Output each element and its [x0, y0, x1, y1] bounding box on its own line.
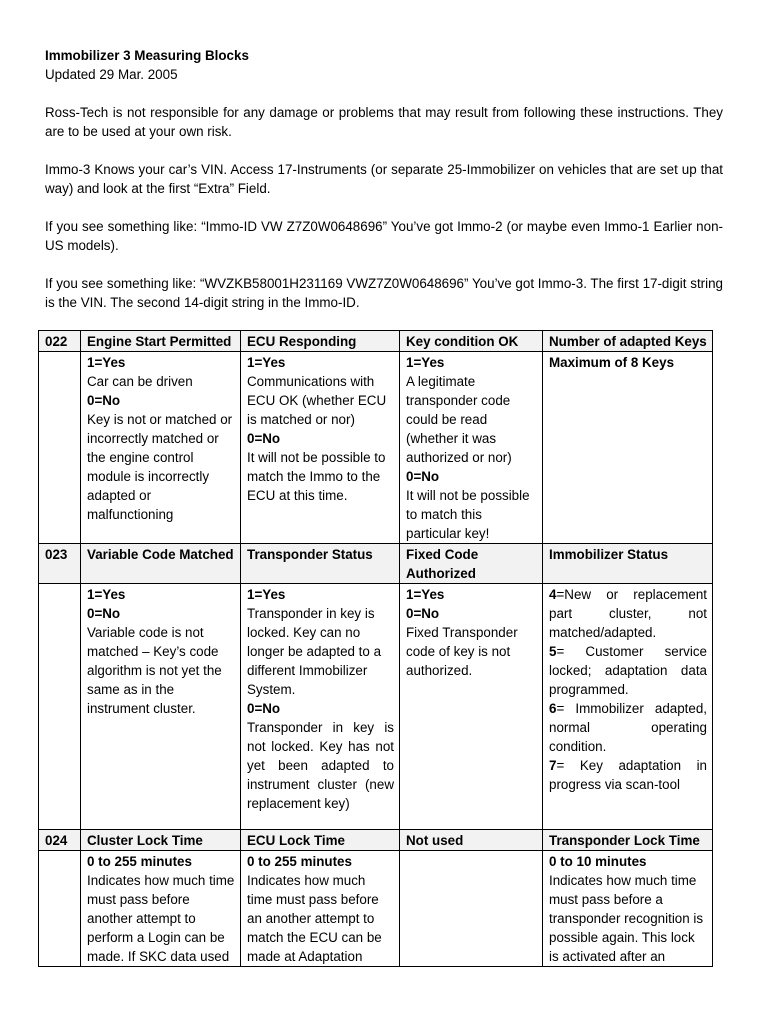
empty-cell: [39, 851, 81, 967]
value-no: 0=No: [406, 469, 440, 484]
field-description: [543, 352, 713, 544]
field-description: [81, 584, 241, 830]
doc-title: Immobilizer 3 Measuring Blocks: [45, 48, 249, 63]
value-range: Maximum of 8 Keys: [549, 355, 675, 370]
status-text: = Immobilizer adapted, normal operating condition.: [549, 701, 707, 754]
empty-cell: [400, 851, 543, 967]
column-header: Variable Code Matched: [81, 544, 241, 584]
value-text: Indicates how much time must pass before a transponder recognition is possible again. This lock is activated after an: [549, 873, 704, 964]
status-code: 6: [549, 701, 557, 716]
immo2-example-paragraph: If you see something like: “Immo-ID VW Z7Z0W0648696” You’ve got Immo-2 (or maybe even Immo-1 Earlier non-US models).: [45, 219, 723, 253]
status-entry: [549, 756, 707, 794]
field-description: [543, 851, 713, 967]
status-text: = Customer service locked; adaptation data programmed.: [549, 644, 707, 697]
field-description: [400, 584, 543, 830]
value-no: 0=No: [87, 393, 121, 408]
value-range: 0 to 255 minutes: [87, 854, 192, 869]
immo3-vin-paragraph: Immo-3 Knows your car’s VIN. Access 17-Instruments (or separate 25-Immobilizer on vehicles that are set up that way) and look at the first “Extra” Field.: [45, 162, 723, 196]
status-text: =New or replacement part cluster, not matched/adapted.: [549, 587, 707, 640]
measuring-blocks-table: [38, 330, 713, 967]
disclaimer-paragraph: Ross-Tech is not responsible for any damage or problems that may result from following these instructions. They are to be used at your own risk.: [45, 105, 723, 139]
column-header: ECU Lock Time: [241, 830, 400, 851]
value-text: Transponder in key is locked. Key can no longer be adapted to a different Immobilizer System.: [247, 606, 382, 697]
group-023-header-row: [39, 544, 713, 584]
value-range: 0 to 255 minutes: [247, 854, 352, 869]
value-text: Fixed Transponder code of key is not authorized.: [406, 625, 518, 678]
value-yes: 1=Yes: [406, 355, 445, 370]
value-text: Car can be driven: [87, 374, 193, 389]
status-entry: [549, 699, 707, 756]
status-code: 4: [549, 587, 557, 602]
value-yes: 1=Yes: [247, 355, 286, 370]
status-code: 7: [549, 758, 557, 773]
value-text: It will not be possible to match the Immo to the ECU at this time.: [247, 450, 386, 503]
value-range: 0 to 10 minutes: [549, 854, 647, 869]
field-description: [81, 352, 241, 544]
value-no: 0=No: [87, 606, 121, 621]
value-yes: 1=Yes: [406, 587, 445, 602]
status-entry: [549, 642, 707, 699]
value-yes: 1=Yes: [247, 587, 286, 602]
value-text: A legitimate transponder code could be read (whether it was authorized or nor): [406, 374, 512, 465]
group-024-body-row: [39, 851, 713, 967]
column-header: Transponder Lock Time: [543, 830, 713, 851]
value-yes: 1=Yes: [87, 587, 126, 602]
status-entry: [549, 585, 707, 642]
group-024-header-row: [39, 830, 713, 851]
status-text: = Key adaptation in progress via scan-tool: [549, 758, 707, 792]
column-header: Transponder Status: [241, 544, 400, 584]
empty-cell: [39, 584, 81, 830]
doc-updated-date: Updated 29 Mar. 2005: [45, 67, 178, 82]
column-header: Immobilizer Status: [543, 544, 713, 584]
group-023-body-row: [39, 584, 713, 830]
column-header: ECU Responding: [241, 331, 400, 352]
value-yes: 1=Yes: [87, 355, 126, 370]
value-no: 0=No: [247, 701, 281, 716]
column-header: Number of adapted Keys: [543, 331, 713, 352]
value-text: Indicates how much time must pass before an another attempt to match the ECU can be made at Adaptation: [247, 873, 382, 964]
document-body: [45, 46, 723, 312]
group-022-header-row: [39, 331, 713, 352]
column-header: Not used: [400, 830, 543, 851]
field-description: [400, 352, 543, 544]
status-code: 5: [549, 644, 557, 659]
field-description: [241, 851, 400, 967]
group-022-body-row: [39, 352, 713, 544]
value-text: Key is not or matched or incorrectly matched or the engine control module is incorrectly adapted or malfunctioning: [87, 412, 233, 522]
value-no: 0=No: [247, 431, 281, 446]
column-header: Fixed Code Authorized: [400, 544, 543, 584]
measuring-blocks-table-wrap: [38, 330, 712, 967]
empty-cell: [39, 352, 81, 544]
value-text: Indicates how much time must pass before another attempt to perform a Login can be made. If SKC data used: [87, 873, 235, 964]
field-description: [241, 584, 400, 830]
value-text: Variable code is not matched – Key’s code algorithm is not yet the same as in the instrument cluster.: [87, 625, 222, 716]
column-header: Engine Start Permitted: [81, 331, 241, 352]
field-description: [81, 851, 241, 967]
field-description: [543, 584, 713, 830]
value-text: Transponder in key is not locked. Key has not yet been adapted to instrument cluster (new replacement key): [247, 720, 394, 811]
field-description: [241, 352, 400, 544]
group-number: 022: [39, 331, 81, 352]
value-text: Communications with ECU OK (whether ECU is matched or nor): [247, 374, 387, 427]
group-number: 023: [39, 544, 81, 584]
value-no: 0=No: [406, 606, 440, 621]
immo3-example-paragraph: If you see something like: “WVZKB58001H231169 VWZ7Z0W0648696” You’ve got Immo-3. The first 17-digit string is the VIN. The second 14-digit string in the Immo-ID.: [45, 276, 723, 310]
value-text: It will not be possible to match this particular key!: [406, 488, 530, 541]
group-number: 024: [39, 830, 81, 851]
column-header: Key condition OK: [400, 331, 543, 352]
column-header: Cluster Lock Time: [81, 830, 241, 851]
